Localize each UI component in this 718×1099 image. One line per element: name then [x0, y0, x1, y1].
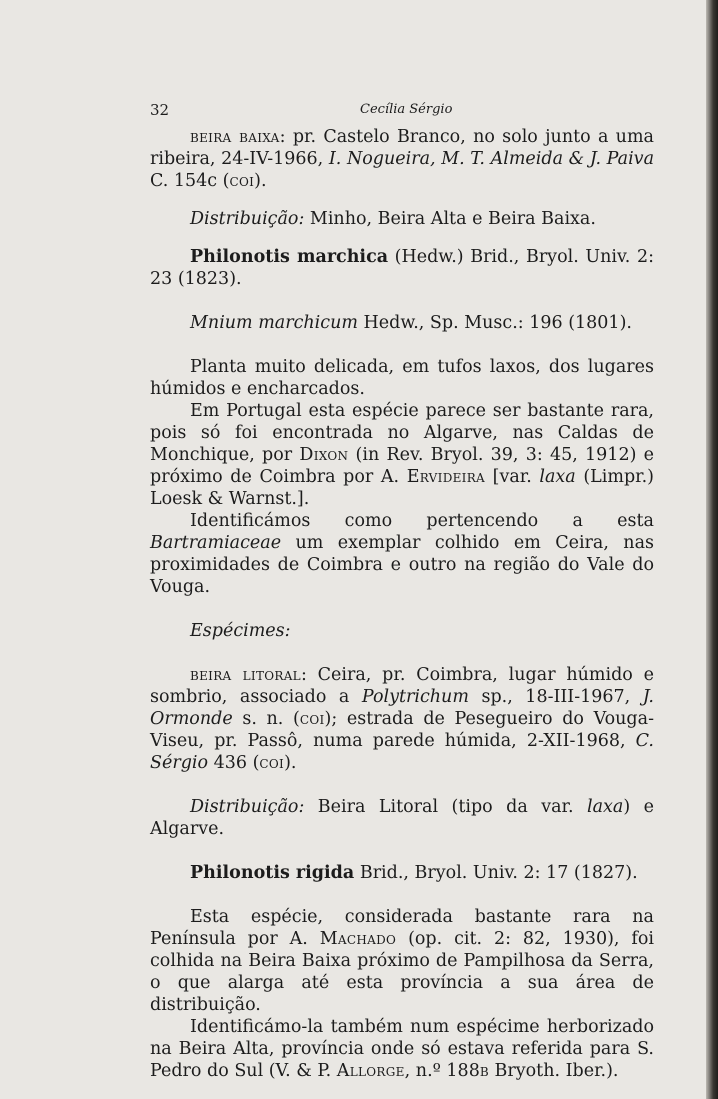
rarity-paragraph: Esta espécie, considerada bastante rara na Península por A. Machado (op. cit. 2: 82, 1930), foi colhida na Beira Baixa próximo de Pampilhosa da Serra, o que alarga até esta província a sua área de distribuição.	[150, 907, 654, 1015]
portugal-records-paragraph: Em Portugal esta espécie parece ser bastante rara, pois só foi encontrada no Algarve, nas Caldas de Monchique, por Dixon (in Rev. Bryol. 39, 3: 45, 1912) e próximo de Coimbra por A. Ervideira [var. laxa (Limpr.) Loesk & Warnst.].	[150, 401, 654, 509]
specimens-heading: Espécimes:	[190, 621, 291, 641]
distribution-paragraph-2: Distribuição: Beira Litoral (tipo da var. laxa) e Algarve.	[150, 797, 654, 839]
description-paragraph: Planta muito delicada, em tufos laxos, dos lugares húmidos e encharcados.	[150, 357, 654, 399]
page-body	[150, 126, 654, 1082]
species-heading-marchica: Philonotis marchica (Hedw.) Brid., Bryol. Univ. 2: 23 (1823).	[150, 247, 654, 289]
specimen-record-beira-litoral: beira litoral: Ceira, pr. Coimbra, lugar húmido e sombrio, associado a Polytrichum sp., 18-III-1967, J. Ormonde s. n. (coi); estrada de Pesegueiro do Vouga-Viseu, pr. Passô, numa parede húmida, 2-XII-1968, C. Sérgio 436 (coi).	[150, 665, 655, 773]
distribution-paragraph: Distribuição: Minho, Beira Alta e Beira Baixa.	[190, 209, 596, 229]
basionym-line: Mnium marchicum Hedw., Sp. Musc.: 196 (1801).	[190, 313, 632, 333]
beira-alta-paragraph: Identificámo-la também num espécime herborizado na Beira Alta, província onde só estava referida para S. Pedro do Sul (V. & P. Allorge, n.º 188b Bryoth. Iber.).	[150, 1017, 654, 1081]
species-heading-rigida: Philonotis rigida Brid., Bryol. Univ. 2: 17 (1827).	[190, 863, 638, 883]
page-number: 32	[150, 101, 170, 119]
identification-paragraph: Identificámos como pertencendo a esta Bartramiaceae um exemplar colhido em Ceira, nas proximidades de Coimbra e outro na região do Vale do Vouga.	[150, 511, 654, 597]
running-head: Cecília Sérgio	[360, 102, 453, 117]
page-header	[150, 101, 656, 121]
page-edge-shadow	[706, 0, 718, 1099]
specimen-record-beira-baixa: beira baixa: pr. Castelo Branco, no solo junto a uma ribeira, 24-IV-1966, I. Nogueira, M. T. Almeida & J. Paiva C. 154c (coi).	[150, 127, 654, 191]
